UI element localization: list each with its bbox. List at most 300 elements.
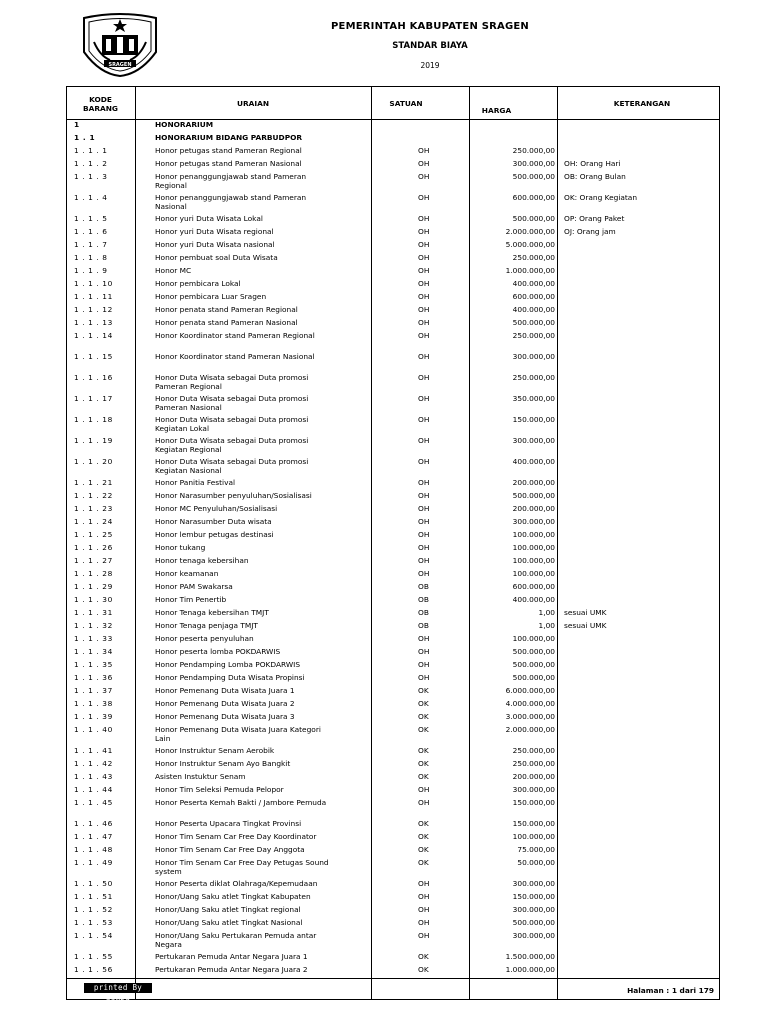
row-unit: OH: [418, 146, 430, 155]
row-price: 1.000.000,00: [505, 965, 555, 974]
row-description: Honor keamanan: [155, 569, 219, 578]
table-row: [66, 621, 720, 634]
row-price: 400.000,00: [512, 457, 555, 466]
row-code: 1 . 1 . 43: [74, 772, 113, 781]
row-description: Honor Koordinator stand Pameran Nasional: [155, 352, 315, 361]
row-code: 1 . 1 . 3: [74, 172, 108, 181]
row-price: 400.000,00: [512, 305, 555, 314]
row-code: 1 . 1 . 8: [74, 253, 108, 262]
row-code: 1 . 1 . 1: [74, 146, 108, 155]
row-price: 250.000,00: [512, 373, 555, 382]
row-code: 1 . 1 . 30: [74, 595, 113, 604]
row-code: 1 . 1 . 16: [74, 373, 113, 382]
row-code: 1 . 1 . 11: [74, 292, 113, 301]
row-code: 1 . 1 . 29: [74, 582, 113, 591]
row-price: 3.000.000,00: [505, 712, 555, 721]
row-description: HONORARIUM BIDANG PARBUDPOR: [155, 133, 303, 142]
row-unit: OH: [418, 673, 430, 682]
row-unit: OH: [418, 530, 430, 539]
table-row: [66, 785, 720, 798]
row-unit: OK: [418, 845, 429, 854]
row-unit: OB: [418, 621, 429, 630]
row-note: sesuai UMK: [564, 608, 607, 617]
table-row: [66, 491, 720, 504]
table-row: [66, 582, 720, 595]
row-unit: OH: [418, 227, 430, 236]
row-price: 600.000,00: [512, 193, 555, 202]
row-description: Honor Koordinator stand Pameran Regional: [155, 331, 315, 340]
row-price: 100.000,00: [512, 569, 555, 578]
row-unit: OB: [418, 582, 429, 591]
row-unit: OK: [418, 952, 429, 961]
row-code: 1 . 1 . 37: [74, 686, 113, 695]
row-code: 1 . 1 . 25: [74, 530, 113, 539]
row-description: Honor penata stand Pameran Nasional: [155, 318, 298, 327]
row-price: 500.000,00: [512, 214, 555, 223]
table-row: [66, 595, 720, 608]
row-description: Honor Tim Senam Car Free Day Petugas Sound system: [155, 858, 329, 876]
row-unit: OK: [418, 772, 429, 781]
row-description: Honor Duta Wisata sebagai Duta promosi Kegiatan Lokal: [155, 415, 309, 433]
row-unit: OH: [418, 373, 430, 382]
row-description: Honor Tim Senam Car Free Day Anggota: [155, 845, 305, 854]
row-unit: OH: [418, 634, 430, 643]
row-description: Honor Peserta diklat Olahraga/Kepemudaan: [155, 879, 318, 888]
row-price: 500.000,00: [512, 673, 555, 682]
row-price: 500.000,00: [512, 172, 555, 181]
table-row: [66, 543, 720, 556]
row-code: 1 . 1 . 6: [74, 227, 108, 236]
row-code: 1 . 1 . 55: [74, 952, 113, 961]
row-code: 1 . 1 . 14: [74, 331, 113, 340]
row-price: 150.000,00: [512, 892, 555, 901]
row-unit: OK: [418, 712, 429, 721]
table-row: [66, 647, 720, 660]
year-label: 2019: [420, 61, 440, 70]
page-indicator: Halaman : 1 dari 179: [627, 986, 714, 995]
row-description: Honor Instruktur Senam Aerobik: [155, 746, 275, 755]
row-code: 1 . 1 . 24: [74, 517, 113, 526]
row-code: 1 . 1 . 45: [74, 798, 113, 807]
row-description: Honor PAM Swakarsa: [155, 582, 233, 591]
row-unit: OH: [418, 292, 430, 301]
table-row: [66, 759, 720, 772]
table-row: [66, 318, 720, 331]
row-price: 1,00: [538, 608, 555, 617]
table-row: [66, 686, 720, 699]
row-description: Pertukaran Pemuda Antar Negara Juara 1: [155, 952, 308, 961]
row-unit: OH: [418, 931, 430, 940]
row-description: Honor Tim Penertib: [155, 595, 227, 604]
table-row: [66, 660, 720, 673]
row-code: 1 . 1 . 27: [74, 556, 113, 565]
row-price: 2.000.000,00: [505, 725, 555, 734]
row-description: Honor Pendamping Duta Wisata Propinsi: [155, 673, 305, 682]
row-unit: OH: [418, 352, 430, 361]
row-code: 1 . 1 . 42: [74, 759, 113, 768]
row-description: Honor/Uang Saku Pertukaran Pemuda antar Negara: [155, 931, 317, 949]
table-row: [66, 133, 720, 146]
row-code: 1 . 1 . 47: [74, 832, 113, 841]
row-unit: OH: [418, 647, 430, 656]
row-price: 350.000,00: [512, 394, 555, 403]
row-price: 300.000,00: [512, 931, 555, 940]
row-description: Honor Peserta Kemah Bakti / Jambore Pemuda: [155, 798, 327, 807]
row-code: 1 . 1 . 22: [74, 491, 113, 500]
row-unit: OH: [418, 394, 430, 403]
row-price: 300.000,00: [512, 436, 555, 445]
table-row: [66, 517, 720, 530]
row-description: Honor/Uang Saku atlet Tingkat regional: [155, 905, 301, 914]
row-description: Honor Duta Wisata sebagai Duta promosi Pameran Nasional: [155, 394, 309, 412]
row-description: Honor pembicara Lokal: [155, 279, 241, 288]
row-price: 1.000.000,00: [505, 266, 555, 275]
row-price: 100.000,00: [512, 832, 555, 841]
table-row: [66, 253, 720, 266]
row-description: Honor Tenaga penjaga TMJT: [155, 621, 258, 630]
table-row: [66, 292, 720, 305]
row-price: 600.000,00: [512, 582, 555, 591]
row-price: 1,00: [538, 621, 555, 630]
row-note: OH: Orang Hari: [564, 159, 621, 168]
row-price: 300.000,00: [512, 879, 555, 888]
sragen-regency-logo: [80, 12, 160, 78]
row-price: 200.000,00: [512, 504, 555, 513]
row-description: Honor Narasumber penyuluhan/Sosialisasi: [155, 491, 312, 500]
row-unit: OH: [418, 918, 430, 927]
footer-divider: [66, 978, 720, 979]
table-row: [66, 305, 720, 318]
row-unit: OH: [418, 905, 430, 914]
row-code: 1 . 1 . 54: [74, 931, 113, 940]
row-note: OJ: Orang jam: [564, 227, 616, 236]
row-unit: OH: [418, 517, 430, 526]
table-row: [66, 965, 720, 978]
row-description: Honor pembuat soal Duta Wisata: [155, 253, 278, 262]
row-description: Honor Tim Senam Car Free Day Koordinator: [155, 832, 317, 841]
row-description: Honor yuri Duta Wisata nasional: [155, 240, 275, 249]
row-description: Honor Tenaga kebersihan TMJT: [155, 608, 269, 617]
row-price: 400.000,00: [512, 279, 555, 288]
row-code: 1 . 1 . 19: [74, 436, 113, 445]
row-price: 300.000,00: [512, 785, 555, 794]
row-price: 300.000,00: [512, 905, 555, 914]
row-description: Honor Duta Wisata sebagai Duta promosi Kegiatan Nasional: [155, 457, 309, 475]
table-row: [66, 457, 720, 478]
row-unit: OH: [418, 331, 430, 340]
row-note: sesuai UMK: [564, 621, 607, 630]
table-row: [66, 699, 720, 712]
row-code: 1 . 1 . 41: [74, 746, 113, 755]
row-code: 1 . 1 . 35: [74, 660, 113, 669]
row-description: HONORARIUM: [155, 120, 214, 129]
row-description: Honor/Uang Saku atlet Tingkat Nasional: [155, 918, 303, 927]
document-title: STANDAR BIAYA: [392, 41, 468, 51]
table-row: [66, 905, 720, 918]
row-code: 1 . 1 . 33: [74, 634, 113, 643]
row-unit: OK: [418, 686, 429, 695]
row-price: 50.000,00: [517, 858, 555, 867]
row-unit: OK: [418, 832, 429, 841]
row-unit: OK: [418, 965, 429, 974]
row-code: 1 . 1 . 36: [74, 673, 113, 682]
table-row: [66, 266, 720, 279]
row-code: 1 . 1 . 53: [74, 918, 113, 927]
table-row: [66, 394, 720, 415]
table-row: [66, 214, 720, 227]
row-code: 1 . 1 . 31: [74, 608, 113, 617]
row-price: 400.000,00: [512, 595, 555, 604]
table-row: [66, 725, 720, 746]
row-unit: OK: [418, 725, 429, 734]
row-price: 250.000,00: [512, 253, 555, 262]
row-unit: OH: [418, 253, 430, 262]
table-row: [66, 608, 720, 621]
row-price: 500.000,00: [512, 660, 555, 669]
row-price: 300.000,00: [512, 517, 555, 526]
row-price: 300.000,00: [512, 352, 555, 361]
row-price: 250.000,00: [512, 759, 555, 768]
table-row: [66, 772, 720, 785]
row-price: 200.000,00: [512, 772, 555, 781]
table-row: [66, 193, 720, 214]
column-header-code: [66, 95, 135, 113]
row-unit: OH: [418, 785, 430, 794]
row-unit: OH: [418, 543, 430, 552]
table-row: [66, 798, 720, 819]
row-unit: OH: [418, 504, 430, 513]
row-price: 500.000,00: [512, 918, 555, 927]
row-code: 1 . 1 . 49: [74, 858, 113, 867]
row-description: Honor/Uang Saku atlet Tingkat Kabupaten: [155, 892, 311, 901]
row-description: Honor Pemenang Duta Wisata Juara 3: [155, 712, 295, 721]
table-row: [66, 879, 720, 892]
row-description: Honor Pendamping Lomba POKDARWIS: [155, 660, 301, 669]
row-code: 1 . 1: [74, 133, 96, 142]
row-description: Honor Instruktur Senam Ayo Bangkit: [155, 759, 291, 768]
row-code: 1 . 1 . 23: [74, 504, 113, 513]
row-description: Honor Panitia Festival: [155, 478, 236, 487]
row-code: 1 . 1 . 28: [74, 569, 113, 578]
row-unit: OB: [418, 595, 429, 604]
row-price: 250.000,00: [512, 146, 555, 155]
row-description: Honor penanggungjawab stand Pameran Regional: [155, 172, 307, 190]
row-code: 1 . 1 . 32: [74, 621, 113, 630]
printed-by-badge: printed By SimDa: [84, 983, 152, 993]
column-header-price: HARGA: [481, 106, 512, 115]
row-unit: OH: [418, 240, 430, 249]
row-code: 1 . 1 . 13: [74, 318, 113, 327]
row-code: 1 . 1 . 10: [74, 279, 113, 288]
row-price: 500.000,00: [512, 491, 555, 500]
row-code: 1 . 1 . 9: [74, 266, 108, 275]
table-row: [66, 279, 720, 292]
row-unit: OB: [418, 608, 429, 617]
row-price: 100.000,00: [512, 543, 555, 552]
row-code: 1 . 1 . 17: [74, 394, 113, 403]
row-unit: OH: [418, 318, 430, 327]
row-description: Honor petugas stand Pameran Regional: [155, 146, 302, 155]
column-header-code-line1: KODE: [89, 95, 112, 104]
row-description: Honor yuri Duta Wisata regional: [155, 227, 274, 236]
row-code: 1 . 1 . 18: [74, 415, 113, 424]
row-price: 100.000,00: [512, 556, 555, 565]
table-row: [66, 634, 720, 647]
row-unit: OH: [418, 159, 430, 168]
row-description: Honor penanggungjawab stand Pameran Nasional: [155, 193, 307, 211]
row-price: 150.000,00: [512, 798, 555, 807]
row-code: 1 . 1 . 26: [74, 543, 113, 552]
row-price: 500.000,00: [512, 318, 555, 327]
row-description: Honor tenaga kebersihan: [155, 556, 249, 565]
row-unit: OH: [418, 172, 430, 181]
row-unit: OH: [418, 569, 430, 578]
row-note: OK: Orang Kegiatan: [564, 193, 638, 202]
row-unit: OH: [418, 879, 430, 888]
table-row: [66, 931, 720, 952]
row-code: 1 . 1 . 40: [74, 725, 113, 734]
row-unit: OH: [418, 491, 430, 500]
row-price: 150.000,00: [512, 415, 555, 424]
row-unit: OH: [418, 556, 430, 565]
row-code: 1: [74, 120, 80, 129]
row-description: Pertukaran Pemuda Antar Negara Juara 2: [155, 965, 308, 974]
table-row: [66, 478, 720, 491]
row-unit: OH: [418, 305, 430, 314]
row-price: 5.000.000,00: [505, 240, 555, 249]
table-row: [66, 120, 720, 133]
row-code: 1 . 1 . 7: [74, 240, 108, 249]
row-note: OP: Orang Paket: [564, 214, 625, 223]
row-code: 1 . 1 . 39: [74, 712, 113, 721]
table-row: [66, 159, 720, 172]
row-description: Asisten Instuktur Senam: [155, 772, 246, 781]
column-header-description: URAIAN: [236, 99, 270, 108]
table-row: [66, 436, 720, 457]
row-price: 2.000.000,00: [505, 227, 555, 236]
row-price: 600.000,00: [512, 292, 555, 301]
row-code: 1 . 1 . 52: [74, 905, 113, 914]
row-description: Honor penata stand Pameran Regional: [155, 305, 298, 314]
row-code: 1 . 1 . 2: [74, 159, 108, 168]
cost-table-body: [66, 120, 720, 978]
row-price: 500.000,00: [512, 647, 555, 656]
row-price: 75.000,00: [517, 845, 555, 854]
row-unit: OH: [418, 214, 430, 223]
row-code: 1 . 1 . 21: [74, 478, 113, 487]
row-code: 1 . 1 . 5: [74, 214, 108, 223]
row-code: 1 . 1 . 46: [74, 819, 113, 828]
table-row: [66, 331, 720, 352]
row-description: Honor Duta Wisata sebagai Duta promosi Pameran Regional: [155, 373, 309, 391]
table-row: [66, 415, 720, 436]
row-unit: OH: [418, 478, 430, 487]
row-unit: OH: [418, 415, 430, 424]
row-description: Honor pembicara Luar Sragen: [155, 292, 267, 301]
row-unit: OK: [418, 759, 429, 768]
row-unit: OH: [418, 892, 430, 901]
row-description: Honor Pemenang Duta Wisata Juara 1: [155, 686, 295, 695]
table-row: [66, 673, 720, 686]
table-row: [66, 530, 720, 543]
table-row: [66, 832, 720, 845]
table-row: [66, 352, 720, 373]
row-unit: OH: [418, 266, 430, 275]
table-row: [66, 858, 720, 879]
row-code: 1 . 1 . 15: [74, 352, 113, 361]
row-description: Honor lembur petugas destinasi: [155, 530, 274, 539]
row-description: Honor Tim Seleksi Pemuda Pelopor: [155, 785, 284, 794]
table-row: [66, 373, 720, 394]
column-header-unit: SATUAN: [389, 99, 423, 108]
row-price: 250.000,00: [512, 331, 555, 340]
row-unit: OH: [418, 798, 430, 807]
row-code: 1 . 1 . 51: [74, 892, 113, 901]
table-row: [66, 240, 720, 253]
row-code: 1 . 1 . 4: [74, 193, 108, 202]
row-price: 300.000,00: [512, 159, 555, 168]
table-row: [66, 746, 720, 759]
row-note: OB: Orang Bulan: [564, 172, 626, 181]
logo-text: SRAGEN: [108, 62, 132, 68]
row-price: 200.000,00: [512, 478, 555, 487]
row-description: Honor Duta Wisata sebagai Duta promosi Kegiatan Regional: [155, 436, 309, 454]
row-unit: OK: [418, 699, 429, 708]
row-unit: OK: [418, 746, 429, 755]
row-code: 1 . 1 . 50: [74, 879, 113, 888]
table-row: [66, 819, 720, 832]
table-row: [66, 712, 720, 725]
table-row: [66, 227, 720, 240]
row-description: Honor yuri Duta Wisata Lokal: [155, 214, 263, 223]
row-code: 1 . 1 . 34: [74, 647, 113, 656]
row-description: Honor MC Penyuluhan/Sosialisasi: [155, 504, 278, 513]
row-description: Honor MC: [155, 266, 192, 275]
row-price: 150.000,00: [512, 819, 555, 828]
table-row: [66, 892, 720, 905]
row-description: Honor peserta penyuluhan: [155, 634, 254, 643]
row-price: 250.000,00: [512, 746, 555, 755]
row-description: Honor Pemenang Duta Wisata Juara Kategori Lain: [155, 725, 321, 743]
row-price: 1.500.000,00: [505, 952, 555, 961]
row-unit: OK: [418, 819, 429, 828]
table-row: [66, 172, 720, 193]
table-row: [66, 918, 720, 931]
row-code: 1 . 1 . 56: [74, 965, 113, 974]
row-price: 4.000.000,00: [505, 699, 555, 708]
table-row: [66, 569, 720, 582]
row-unit: OK: [418, 858, 429, 867]
row-price: 100.000,00: [512, 530, 555, 539]
row-code: 1 . 1 . 38: [74, 699, 113, 708]
institution-title: PEMERINTAH KABUPATEN SRAGEN: [331, 21, 529, 32]
row-code: 1 . 1 . 20: [74, 457, 113, 466]
row-description: Honor tukang: [155, 543, 206, 552]
row-description: Honor peserta lomba POKDARWIS: [155, 647, 281, 656]
table-row: [66, 556, 720, 569]
row-description: Honor petugas stand Pameran Nasional: [155, 159, 302, 168]
table-row: [66, 952, 720, 965]
row-price: 6.000.000,00: [505, 686, 555, 695]
row-code: 1 . 1 . 44: [74, 785, 113, 794]
row-code: 1 . 1 . 48: [74, 845, 113, 854]
row-description: Honor Pemenang Duta Wisata Juara 2: [155, 699, 295, 708]
row-code: 1 . 1 . 12: [74, 305, 113, 314]
row-unit: OH: [418, 279, 430, 288]
row-unit: OH: [418, 660, 430, 669]
table-row: [66, 146, 720, 159]
column-header-code-line2: BARANG: [82, 104, 118, 113]
